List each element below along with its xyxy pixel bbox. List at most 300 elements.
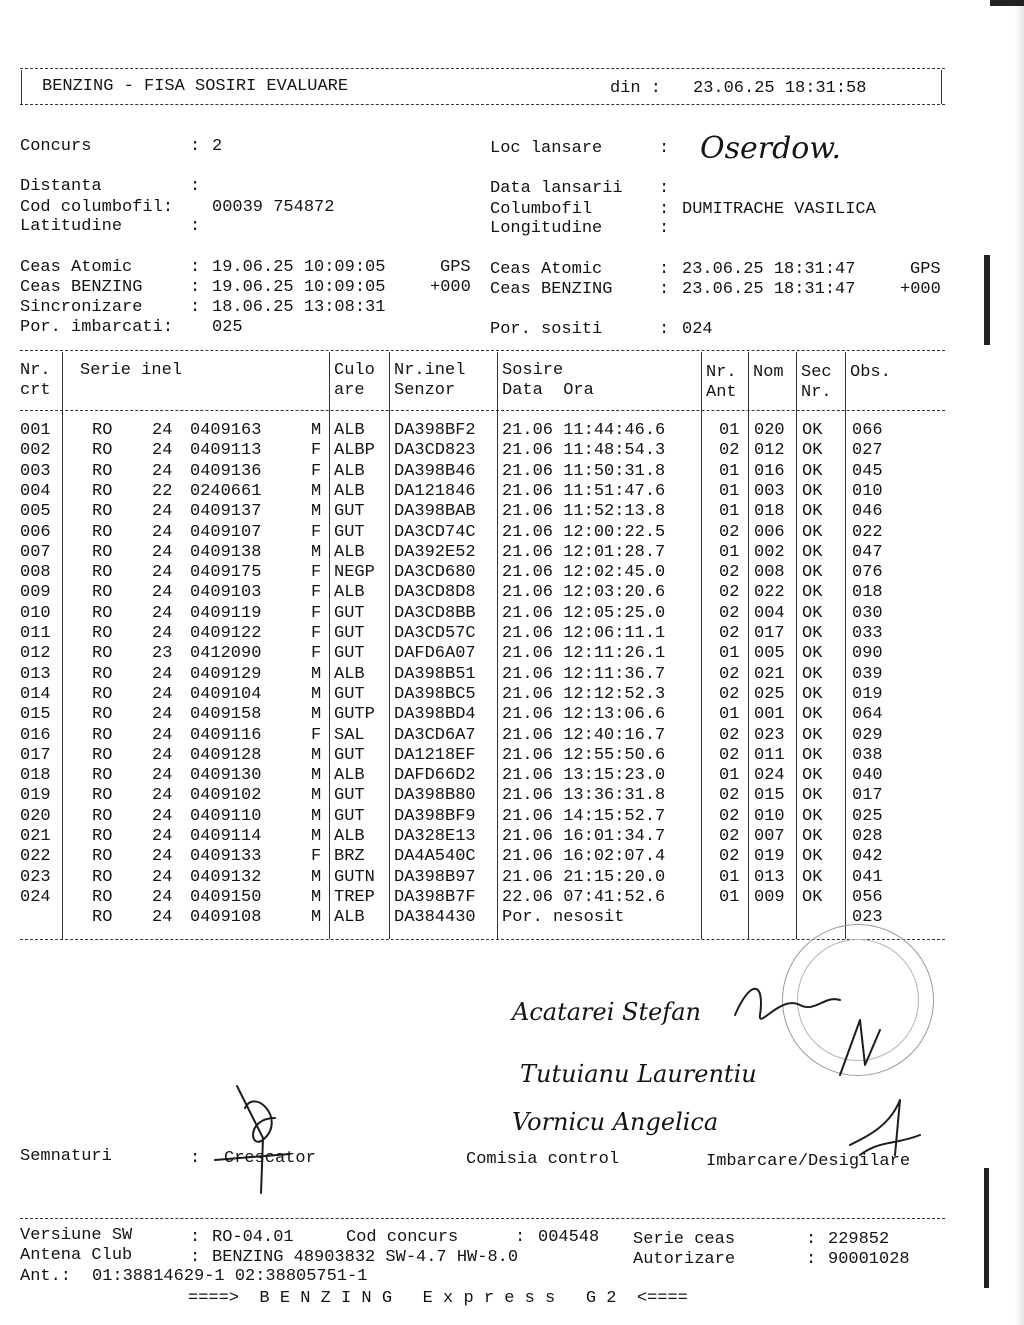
row-nom: 006 [754,522,785,542]
row-year: 22 [152,481,173,501]
table-row [0,827,1024,847]
row-obs: 047 [852,542,883,562]
row-country: RO [92,766,113,786]
row-sensor: DA398BF9 [394,806,476,826]
col-header-nr-ant: Nr. [706,363,737,382]
row-nom: 001 [754,705,785,725]
row-nom: 025 [754,684,785,704]
row-antenna: 02 [719,664,740,684]
row-sensor: DA3CD6A7 [394,725,476,745]
row-color: GUTN [334,867,375,887]
row-antenna: 01 [719,461,740,481]
row-color: ALB [334,542,365,562]
latitudine-colon: : [190,217,201,236]
row-nom: 003 [754,481,785,501]
row-sec: OK [802,502,823,522]
row-antenna: 02 [719,786,740,806]
por-sositi-label: Por. sositi [490,320,603,339]
row-country: RO [92,847,113,867]
row-ring: 0409114 [190,827,262,846]
row-year: 24 [152,806,173,826]
row-sex: M [311,786,322,806]
table-row [0,685,1024,705]
report-date-label: din : [610,79,662,98]
table-row [0,502,1024,522]
right-ceas-benzing-suffix: +000 [900,280,941,299]
row-obs: 046 [852,502,883,522]
row-sensor: DA121846 [394,481,476,501]
row-antenna: 02 [719,441,740,461]
row-obs: 017 [852,786,883,806]
row-ring: 0409110 [190,806,262,826]
row-sensor: DA1218EF [394,745,476,765]
row-nom: 008 [754,563,785,583]
table-row [0,726,1024,746]
versiune-colon: : [190,1228,201,1247]
loc-lansare-value: Oserdow. [700,131,842,166]
row-arrival: 21.06 11:44:46.6 [502,421,666,440]
row-sex: F [311,441,322,461]
row-ring: 0240661 [190,481,262,501]
footer-rule [20,1218,945,1219]
serie-ceas-colon: : [806,1230,817,1249]
header-border-right [941,70,942,104]
row-ring: 0409107 [190,522,262,542]
ceas-atomic-suffix: GPS [440,258,471,277]
row-arrival: 22.06 07:41:52.6 [502,887,666,907]
col-header-nr: Nr. [20,361,51,380]
serie-ceas-value: 229852 [828,1230,890,1249]
row-obs: 018 [852,583,883,603]
row-obs: 040 [852,766,883,786]
col-header-ant: Ant [706,383,737,402]
row-sensor: DA398B97 [394,867,476,887]
row-sensor: DA4A540C [394,847,476,867]
row-antenna: 02 [719,827,740,846]
row-sensor: DA384430 [394,908,476,928]
row-sec: OK [802,867,823,887]
row-obs: 090 [852,644,883,664]
row-nr: 014 [20,684,51,704]
col-header-data-ora: Data Ora [502,381,594,400]
col-header-sec-nr: Nr. [801,383,832,402]
row-sex: F [311,563,322,583]
row-country: RO [92,502,113,522]
columbofil-value: DUMITRACHE VASILICA [682,200,876,219]
row-arrival: 21.06 12:11:36.7 [502,664,666,684]
row-obs: 019 [852,684,883,704]
autorizare-colon: : [806,1250,817,1269]
row-country: RO [92,705,113,725]
row-year: 24 [152,441,173,461]
row-sex: F [311,603,322,623]
row-antenna: 01 [719,766,740,786]
row-year: 24 [152,766,173,786]
row-arrival: 21.06 12:40:16.7 [502,725,666,745]
row-color: ALB [334,583,365,603]
col-header-nom: Nom [753,363,784,382]
row-antenna: 02 [719,745,740,765]
row-ring: 0409158 [190,705,262,725]
row-color: GUT [334,624,365,643]
row-nr: 023 [20,867,51,887]
table-row [0,482,1024,502]
row-color: ALBP [334,441,375,461]
row-nr: 006 [20,522,51,542]
right-ceas-atomic-value: 23.06.25 18:31:47 [682,260,856,279]
versiune-label: Versiune SW [20,1226,133,1245]
row-sec: OK [802,847,823,867]
row-nr: 010 [20,603,51,623]
row-arrival: 21.06 21:15:20.0 [502,867,666,887]
row-nr: 004 [20,481,51,501]
row-nr: 019 [20,786,51,806]
row-arrival: Por. nesosit [502,908,625,928]
row-ring: 0409133 [190,847,262,867]
row-nr: 002 [20,441,51,461]
row-obs: 041 [852,867,883,887]
row-year: 24 [152,705,173,725]
row-ring: 0409136 [190,461,262,481]
row-color: GUT [334,522,365,542]
row-obs: 027 [852,441,883,461]
row-sex: F [311,725,322,745]
row-sec: OK [802,461,823,481]
row-ring: 0409150 [190,887,262,907]
row-nr: 020 [20,806,51,826]
ceas-benzing-suffix: +000 [430,278,471,297]
row-sec: OK [802,603,823,623]
signature-mark-crescator [215,1078,305,1198]
row-sensor: DA398B51 [394,664,476,684]
row-year: 24 [152,542,173,562]
row-sensor: DA3CD8D8 [394,583,476,603]
row-country: RO [92,806,113,826]
row-sec: OK [802,705,823,725]
data-lansarii-colon: : [659,179,670,198]
semnaturi-colon: : [190,1149,201,1168]
table-row [0,644,1024,664]
row-sec: OK [802,583,823,603]
row-sex: M [311,887,322,907]
row-country: RO [92,542,113,562]
row-sec: OK [802,542,823,562]
row-country: RO [92,867,113,887]
row-year: 24 [152,583,173,603]
table-row [0,868,1024,888]
row-sensor: DA398B80 [394,786,476,806]
row-antenna: 01 [719,887,740,907]
ceas-benzing-label: Ceas BENZING [20,278,143,297]
row-nom: 002 [754,542,785,562]
row-nr: 012 [20,644,51,664]
row-sec: OK [802,481,823,501]
col-header-nrinel: Nr.inel [394,361,466,380]
antena-colon: : [190,1248,201,1267]
row-sec: OK [802,827,823,846]
header-rule-top [20,68,945,69]
row-obs: 056 [852,887,883,907]
row-sec: OK [802,684,823,704]
row-nom: 017 [754,624,785,643]
row-country: RO [92,887,113,907]
row-ring: 0409175 [190,563,262,583]
ceas-atomic-label: Ceas Atomic [20,258,133,277]
concurs-colon: : [190,137,201,156]
row-sensor: DA398BF2 [394,421,476,440]
row-nom: 016 [754,461,785,481]
row-color: GUT [334,786,365,806]
row-nom: 013 [754,867,785,887]
table-row [0,705,1024,725]
cod-concurs-label: Cod concurs [346,1228,459,1247]
row-arrival: 21.06 11:50:31.8 [502,461,666,481]
row-ring: 0409132 [190,867,262,887]
row-country: RO [92,624,113,643]
brand-banner: ====> B E N Z I N G E x p r e s s G 2 <==== [188,1289,688,1308]
row-color: ALB [334,908,365,928]
row-arrival: 21.06 12:11:26.1 [502,644,666,664]
row-sensor: DA398B7F [394,887,476,907]
row-country: RO [92,745,113,765]
row-sex: M [311,705,322,725]
row-arrival: 21.06 12:55:50.6 [502,745,666,765]
table-row [0,604,1024,624]
row-arrival: 21.06 14:15:52.7 [502,806,666,826]
col-header-serie: Serie inel [80,361,183,380]
row-antenna: 02 [719,624,740,643]
longitudine-colon: : [659,219,670,238]
table-rule-top [20,350,945,351]
row-obs: 039 [852,664,883,684]
sincronizare-label: Sincronizare [20,298,143,317]
row-country: RO [92,563,113,583]
row-sensor: DAFD66D2 [394,766,476,786]
row-sensor: DA398BD4 [394,705,476,725]
row-nom: 019 [754,847,785,867]
row-antenna: 02 [719,563,740,583]
row-sex: F [311,461,322,481]
row-country: RO [92,664,113,684]
ant-label: Ant.: [20,1267,72,1286]
sincronizare-value: 18.06.25 13:08:31 [212,298,386,317]
versiune-value: RO-04.01 [212,1228,294,1247]
row-obs: 038 [852,745,883,765]
table-row [0,563,1024,583]
row-nr: 005 [20,502,51,522]
row-obs: 022 [852,522,883,542]
row-ring: 0409113 [190,441,262,461]
row-obs: 030 [852,603,883,623]
row-antenna: 01 [719,421,740,440]
arrivals-table-body [0,421,1024,936]
row-color: ALB [334,664,365,684]
row-arrival: 21.06 13:36:31.8 [502,786,666,806]
row-country: RO [92,644,113,664]
row-nom: 024 [754,766,785,786]
por-sositi-value: 024 [682,320,713,339]
row-nr: 011 [20,624,51,643]
row-nr: 015 [20,705,51,725]
row-nr: 016 [20,725,51,745]
row-color: GUT [334,502,365,522]
row-sec: OK [802,441,823,461]
imbarcare-label: Imbarcare/Desigilare [706,1152,911,1171]
signature-mark-stamp [830,1015,890,1085]
table-rule-bottom [20,939,945,940]
por-imbarcati-value: 025 [212,318,243,337]
row-color: ALB [334,421,365,440]
latitudine-label: Latitudine [20,217,123,236]
row-country: RO [92,481,113,501]
right-ceas-benzing-colon: : [659,280,670,299]
row-nr: 024 [20,887,51,907]
antena-label: Antena Club [20,1246,133,1265]
row-year: 24 [152,684,173,704]
row-color: GUT [334,684,365,704]
longitudine-label: Longitudine [490,219,603,238]
row-obs: 029 [852,725,883,745]
row-antenna: 01 [719,481,740,501]
row-nom: 011 [754,745,785,765]
row-year: 24 [152,421,173,440]
ceas-benzing-value: 19.06.25 10:09:05 [212,278,386,297]
header-border-left [21,70,22,104]
row-ring: 0412090 [190,644,262,664]
row-sec: OK [802,806,823,826]
row-sensor: DA398B46 [394,461,476,481]
row-nom: 012 [754,441,785,461]
row-nr: 017 [20,745,51,765]
row-antenna: 01 [719,542,740,562]
row-sensor: DA3CD823 [394,441,476,461]
header-rule-bottom [20,104,945,105]
row-sex: M [311,806,322,826]
row-arrival: 21.06 16:02:07.4 [502,847,666,867]
row-sensor: DA392E52 [394,542,476,562]
row-nr: 022 [20,847,51,867]
scan-mark [990,0,1024,6]
row-antenna: 01 [719,705,740,725]
table-row [0,583,1024,603]
row-nr: 001 [20,421,51,440]
row-ring: 0409102 [190,786,262,806]
por-sositi-colon: : [659,320,670,339]
row-year: 24 [152,502,173,522]
row-year: 23 [152,644,173,664]
row-sec: OK [802,624,823,643]
row-arrival: 21.06 11:51:47.6 [502,481,666,501]
row-year: 24 [152,745,173,765]
row-sensor: DA3CD74C [394,522,476,542]
row-color: TREP [334,887,375,907]
report-date-value: 23.06.25 18:31:58 [693,79,867,98]
row-color: GUT [334,806,365,826]
row-nom: 010 [754,806,785,826]
semnaturi-label: Semnaturi [20,1147,112,1166]
row-year: 24 [152,827,173,846]
row-obs: 045 [852,461,883,481]
row-antenna: 01 [719,502,740,522]
ceas-atomic-colon: : [190,258,201,277]
row-sex: F [311,624,322,643]
row-country: RO [92,908,113,928]
row-arrival: 21.06 12:13:06.6 [502,705,666,725]
row-country: RO [92,603,113,623]
row-country: RO [92,827,113,846]
table-row [0,665,1024,685]
row-color: SAL [334,725,365,745]
row-ring: 0409130 [190,766,262,786]
distanta-label: Distanta [20,177,102,196]
col-header-senzor: Senzor [394,381,456,400]
serie-ceas-label: Serie ceas [633,1230,736,1249]
row-country: RO [92,786,113,806]
row-antenna: 02 [719,603,740,623]
row-arrival: 21.06 12:06:11.1 [502,624,666,643]
row-color: GUT [334,603,365,623]
row-color: GUTP [334,705,375,725]
row-ring: 0409137 [190,502,262,522]
table-row [0,786,1024,806]
row-sex: F [311,583,322,603]
table-row [0,462,1024,482]
ceas-atomic-value: 19.06.25 10:09:05 [212,258,386,277]
row-year: 24 [152,624,173,643]
row-sec: OK [802,522,823,542]
row-sec: OK [802,745,823,765]
row-sec: OK [802,664,823,684]
row-country: RO [92,421,113,440]
row-nr: 007 [20,542,51,562]
row-nr: 008 [20,563,51,583]
row-obs: 042 [852,847,883,867]
row-antenna: 02 [719,806,740,826]
cod-columbofil-value: 00039 754872 [212,198,335,217]
row-ring: 0409103 [190,583,262,603]
row-nom: 023 [754,725,785,745]
row-antenna: 02 [719,847,740,867]
row-sensor: DA3CD680 [394,563,476,583]
row-sex: M [311,481,322,501]
row-nom: 022 [754,583,785,603]
row-country: RO [92,684,113,704]
table-row [0,888,1024,908]
row-color: ALB [334,766,365,786]
row-arrival: 21.06 12:01:28.7 [502,542,666,562]
row-year: 24 [152,664,173,684]
row-ring: 0409119 [190,603,262,623]
row-sex: M [311,827,322,846]
row-sex: F [311,644,322,664]
row-obs: 066 [852,421,883,440]
loc-lansare-colon: : [659,139,670,158]
row-year: 24 [152,522,173,542]
cod-columbofil-label: Cod columbofil: [20,198,174,217]
row-sensor: DA398BAB [394,502,476,522]
row-ring: 0409104 [190,684,262,704]
row-ring: 0409122 [190,624,262,643]
table-row [0,624,1024,644]
row-nom: 005 [754,644,785,664]
row-antenna: 01 [719,644,740,664]
row-sex: M [311,421,322,440]
table-row [0,766,1024,786]
row-nom: 015 [754,786,785,806]
row-year: 24 [152,461,173,481]
row-sec: OK [802,786,823,806]
data-lansarii-label: Data lansarii [490,179,623,198]
